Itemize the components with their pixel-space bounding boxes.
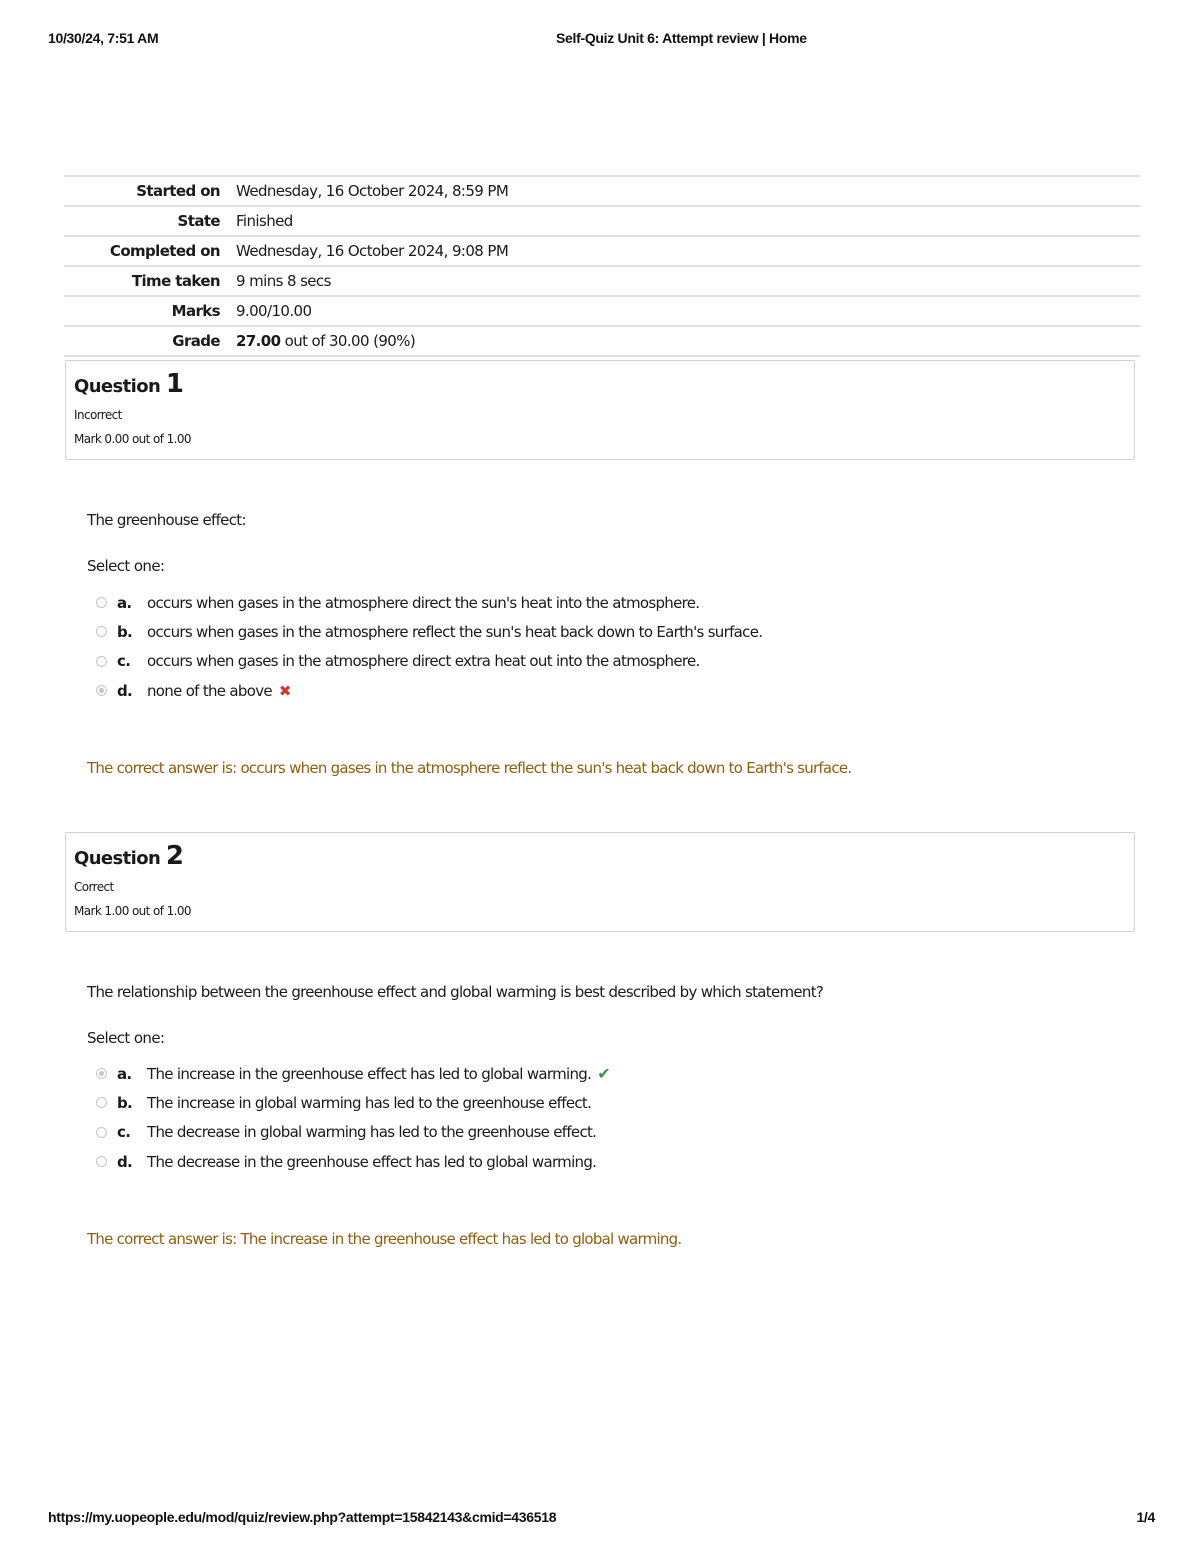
answer-letter: c. [117, 1123, 131, 1142]
answer-letter: b. [117, 1093, 133, 1112]
summary-label: Time taken [131, 272, 220, 290]
answer-option-c[interactable] [96, 1118, 610, 1147]
question-state: Correct [74, 880, 114, 894]
question-mark: Mark 0.00 out of 1.00 [74, 432, 191, 446]
radio-button-selected[interactable] [96, 1068, 107, 1079]
summary-row-started-on [64, 176, 1140, 206]
question-2-answers [96, 1059, 610, 1176]
checkmark-icon: ✔ [597, 1064, 610, 1084]
answer-option-a[interactable] [96, 588, 762, 617]
cross-icon: ✖ [278, 681, 291, 700]
answer-text: none of the above [147, 681, 272, 700]
print-page-number: 1/4 [1136, 1509, 1155, 1525]
question-mark: Mark 1.00 out of 1.00 [74, 904, 191, 918]
grade-total: out of 30.00 (90%) [284, 332, 416, 350]
answer-text: occurs when gases in the atmosphere reflect the sun's heat back down to Earth's surface. [147, 622, 763, 641]
answer-text: The increase in global warming has led to the greenhouse effect. [147, 1093, 592, 1112]
question-number [74, 371, 1134, 400]
summary-row-time-taken [64, 266, 1140, 296]
summary-row-state [64, 206, 1140, 236]
summary-value: Finished [236, 212, 293, 230]
radio-button[interactable] [96, 1097, 107, 1108]
answer-letter: d. [117, 681, 133, 700]
print-header [48, 30, 1152, 50]
question-number [74, 843, 1134, 872]
question-label: Question [74, 848, 161, 869]
question-label: Question [74, 376, 161, 397]
answer-text: occurs when gases in the atmosphere direct the sun's heat into the atmosphere. [147, 593, 700, 612]
question-number-value: 1 [165, 369, 184, 399]
question-number-value: 2 [165, 841, 184, 871]
summary-row-marks [64, 296, 1140, 326]
radio-button[interactable] [96, 626, 107, 637]
question-2-text: The relationship between the greenhouse effect and global warming is best described by which statement? [87, 983, 824, 1001]
radio-button-selected[interactable] [96, 685, 107, 696]
summary-value: 9 mins 8 secs [236, 272, 331, 290]
answer-letter: a. [117, 593, 132, 612]
answer-option-b[interactable] [96, 617, 762, 646]
summary-label: Started on [136, 182, 220, 200]
answer-letter: a. [117, 1064, 132, 1083]
radio-button[interactable] [96, 597, 107, 608]
question-1-answers [96, 588, 762, 705]
summary-value: Wednesday, 16 October 2024, 8:59 PM [236, 182, 509, 200]
summary-value [236, 326, 1140, 356]
question-state: Incorrect [74, 408, 122, 422]
answer-text: occurs when gases in the atmosphere direct extra heat out into the atmosphere. [147, 652, 700, 671]
answer-option-c[interactable] [96, 647, 762, 676]
answer-text: The decrease in the greenhouse effect has led to global warming. [147, 1152, 597, 1171]
answer-option-d[interactable] [96, 676, 762, 705]
attempt-summary-table [64, 175, 1140, 357]
summary-label: Grade [172, 332, 220, 350]
summary-row-grade [64, 326, 1140, 356]
answer-option-a[interactable] [96, 1059, 610, 1088]
summary-row-completed-on [64, 236, 1140, 266]
radio-button[interactable] [96, 1156, 107, 1167]
answer-letter: c. [117, 652, 131, 671]
summary-label: State [177, 212, 220, 230]
question-1-right-answer: The correct answer is: occurs when gases in the atmosphere reflect the sun's heat back down to Earth's surface. [87, 759, 852, 777]
print-page-title: Self-Quiz Unit 6: Attempt review | Home [556, 30, 807, 46]
answer-option-d[interactable] [96, 1147, 610, 1176]
summary-label: Marks [171, 302, 220, 320]
radio-button[interactable] [96, 1127, 107, 1138]
print-footer [48, 1509, 1155, 1529]
answer-letter: b. [117, 622, 133, 641]
question-2-info [65, 832, 1135, 932]
answer-letter: d. [117, 1152, 133, 1171]
question-1-info [65, 360, 1135, 460]
answer-option-b[interactable] [96, 1088, 610, 1117]
radio-button[interactable] [96, 656, 107, 667]
question-1-text: The greenhouse effect: [87, 511, 246, 529]
print-datetime: 10/30/24, 7:51 AM [48, 30, 159, 46]
print-url: https://my.uopeople.edu/mod/quiz/review.php?attempt=15842143&cmid=436518 [48, 1509, 557, 1525]
answer-text: The increase in the greenhouse effect has led to global warming. [147, 1064, 592, 1083]
question-2-prompt: Select one: [87, 1029, 165, 1047]
summary-label: Completed on [109, 242, 220, 260]
summary-value: 9.00/10.00 [236, 302, 312, 320]
question-1-prompt: Select one: [87, 557, 165, 575]
grade-score: 27.00 [236, 332, 281, 350]
answer-text: The decrease in global warming has led to the greenhouse effect. [147, 1123, 597, 1142]
summary-value: Wednesday, 16 October 2024, 9:08 PM [236, 242, 509, 260]
question-2-right-answer: The correct answer is: The increase in the greenhouse effect has led to global warming. [87, 1230, 682, 1248]
